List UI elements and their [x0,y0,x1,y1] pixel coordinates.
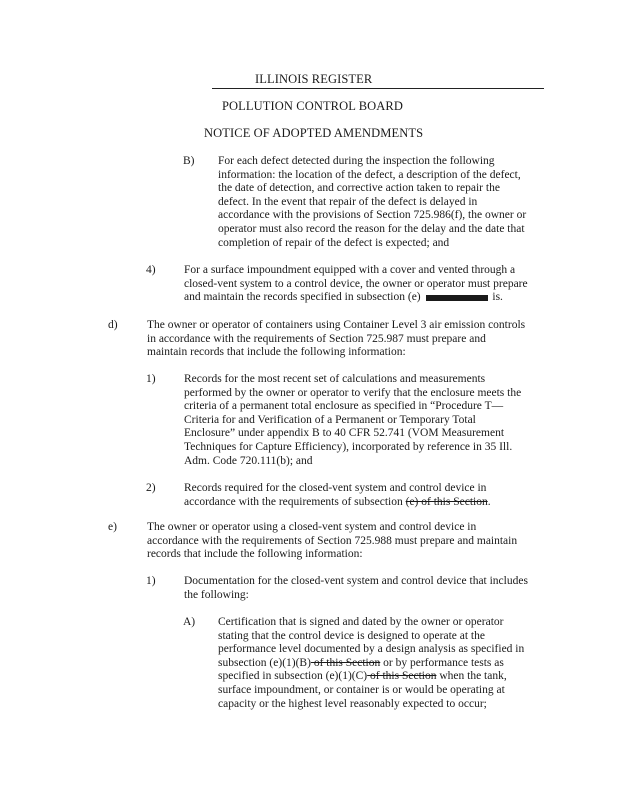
item-4-line-end: is. [492,291,503,304]
item-e1-text [184,575,528,602]
item-b-line: accordance with the provisions of Section 725.986(f), the owner or [218,209,527,222]
redaction-mark [426,295,488,301]
item-4-line: For a surface impoundment equipped with a cover and vented through a [184,264,516,276]
item-d-line: maintain records that include the following information: [147,346,406,359]
notice-title: NOTICE OF ADOPTED AMENDMENTS [204,126,424,140]
item-e-text [147,521,517,562]
item-4-line: closed-vent system to a control device, the owner or operator must prepare [184,277,528,290]
item-b-line: the date of detection, and corrective action taken to repair the [218,182,500,195]
register-title: ILLINOIS REGISTER [255,72,373,86]
item-ea-line: stating that the control device is designed to operate at the [218,629,485,642]
item-d1-line: Enclosure” under appendix B to 40 CFR 52.741 (VOM Measurement [184,427,505,440]
item-ea-line: surface impoundment, or container is or would be operating at [218,683,505,696]
item-d1-line: performed by the owner or operator to verify that the enclosure meets the [184,386,522,399]
item-d1-line: Criteria for and Verification of a Permanent or Temporary Total [184,413,476,426]
item-e-line: The owner or operator using a closed-vent system and control device in [147,521,477,533]
item-e-line: accordance with the requirements of Section 725.988 must prepare and maintain [147,534,518,547]
item-d1-text [184,373,521,468]
item-b-line: completion of repair of the defect is expected; and [218,236,450,249]
item-d2-line-end: . [487,495,491,508]
item-b-label: B) [183,155,195,167]
item-d-line: in accordance with the requirements of Section 725.987 must prepare and [147,332,486,345]
item-d1-line: Records for the most recent set of calculations and measurements [184,373,486,385]
item-d-label: d) [108,319,118,331]
item-4-text [184,264,528,305]
item-d1-label: 1) [146,373,156,385]
board-title: POLLUTION CONTROL BOARD [222,99,403,113]
item-ea-text [218,616,524,711]
item-d2-line: Records required for the closed-vent system and control device in [184,482,487,494]
item-d1-line: criteria of a permanent total enclosure as specified in “Procedure T— [184,400,504,413]
item-ea-l5-start: specified in subsection (e)(1)(C) [218,670,368,683]
item-ea-line: performance level documented by a design analysis as specified in [218,643,525,656]
item-d2-line [184,496,491,510]
item-b-text [218,155,526,250]
item-d1-line: Adm. Code 720.111(b); and [184,454,313,467]
item-ea-l5-end: when the tank, [436,670,507,683]
item-ea-line [218,670,524,684]
item-d2-line-start: accordance with the requirements of subsection [184,495,406,508]
item-ea-l4-start: subsection (e)(1)(B) [218,656,311,669]
item-e1-label: 1) [146,575,156,587]
item-b-line: For each defect detected during the inspection the following [218,155,495,167]
item-4-line [184,291,528,305]
item-e1-line: the following: [184,588,249,601]
item-e-line: records that include the following information: [147,548,363,561]
item-b-line: operator must also record the reason for the delay and the date that [218,222,525,235]
item-ea-line [218,657,524,671]
item-d-text [147,319,525,360]
item-b-line: defect. In the event that repair of the defect is delayed in [218,195,478,208]
item-d2-text [184,482,491,509]
item-e1-line: Documentation for the closed-vent system and control device that includes [184,575,528,587]
struck-text: (e) of this Section [405,495,488,508]
item-ea-label: A) [183,616,196,628]
struck-text: of this Section [367,670,437,683]
item-4-label: 4) [146,264,156,276]
item-ea-l4-end: or by performance tests as [380,656,504,669]
item-ea-line: capacity or the highest level reasonably expected to occur; [218,697,487,710]
header-rule [212,88,544,89]
item-e-label: e) [108,521,117,533]
item-d2-label: 2) [146,482,156,494]
item-d1-line: Techniques for Capture Efficiency), incorporated by reference in 35 Ill. [184,440,513,453]
struck-text: of this Section [310,656,381,669]
item-d-line: The owner or operator of containers using Container Level 3 air emission controls [147,319,526,331]
item-4-line-start: and maintain the records specified in subsection (e) [184,291,421,304]
item-ea-line: Certification that is signed and dated by the owner or operator [218,616,504,628]
item-b-line: information: the location of the defect, a description of the defect, [218,168,521,181]
